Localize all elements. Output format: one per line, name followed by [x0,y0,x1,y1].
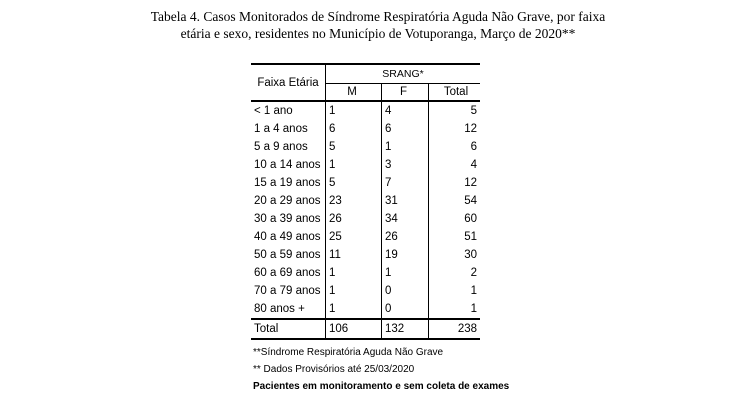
male-cell: 106 [326,319,382,339]
male-cell: 1 [326,282,382,300]
note-2: ** Dados Provisórios até 25/03/2020 [253,364,415,375]
age-cell: 80 anos + [251,300,326,319]
header-age: Faixa Etária [251,64,326,101]
age-cell: 20 a 29 anos [251,192,326,210]
female-cell: 1 [382,138,429,156]
age-cell: 30 a 39 anos [251,210,326,228]
male-cell: 11 [326,246,382,264]
header-total: Total [429,84,481,102]
table-row [251,246,480,264]
table-row [251,264,480,282]
header-m: M [326,84,382,102]
total-cell: 1 [470,285,477,297]
table-notes [253,344,509,395]
table-row [251,156,480,174]
total-cell: 2 [470,267,477,279]
male-cell: 26 [326,210,382,228]
table-row [251,228,480,246]
table-row [251,138,480,156]
female-cell: 6 [382,120,429,138]
male-cell: 25 [326,228,382,246]
male-cell: 5 [326,138,382,156]
age-cell: Total [251,319,326,339]
age-cell: 50 a 59 anos [251,246,326,264]
note-1: **Síndrome Respiratória Aguda Não Grave [253,347,444,358]
table-row [251,210,480,228]
total-cell: 1 [470,303,477,315]
age-cell: 40 a 49 anos [251,228,326,246]
total-cell: 60 [464,213,477,225]
male-cell: 6 [326,120,382,138]
total-cell: 4 [470,159,477,171]
total-cell: 238 [429,319,481,339]
female-cell: 0 [382,300,429,319]
age-cell: 10 a 14 anos [251,156,326,174]
header-group: SRANG* [326,64,481,84]
age-cell: 70 a 79 anos [251,282,326,300]
male-cell: 5 [326,174,382,192]
note-3: Pacientes em monitoramento e sem coleta de exames [253,381,510,392]
total-cell: 30 [464,249,477,261]
male-cell: 1 [326,156,382,174]
caption-line-2: etária e sexo, residentes no Município de Votuporanga, Março de 2020** [180,26,576,41]
male-cell: 1 [326,264,382,282]
header-row-group [251,64,480,84]
male-cell: 23 [326,192,382,210]
table-row [251,300,480,319]
total-cell: 54 [464,195,477,207]
female-cell: 26 [382,228,429,246]
female-cell: 1 [382,264,429,282]
age-cell: 60 a 69 anos [251,264,326,282]
header-f: F [382,84,429,102]
male-cell: 1 [326,300,382,319]
table-row [251,192,480,210]
table-row [251,174,480,192]
female-cell: 0 [382,282,429,300]
table-row [251,120,480,138]
total-cell: 12 [464,177,477,189]
male-cell: 1 [326,101,382,120]
female-cell: 31 [382,192,429,210]
table-caption [0,8,756,42]
caption-line-1: Tabela 4. Casos Monitorados de Síndrome Respiratória Aguda Não Grave, por faixa [150,9,606,24]
female-cell: 3 [382,156,429,174]
female-cell: 34 [382,210,429,228]
age-cell: 15 a 19 anos [251,174,326,192]
age-cell: 1 a 4 anos [251,120,326,138]
table-row [251,101,480,120]
female-cell: 4 [382,101,429,120]
female-cell: 132 [382,319,429,339]
total-row [251,319,480,339]
total-cell: 6 [470,141,477,153]
cases-table [251,63,480,340]
table-row [251,282,480,300]
total-cell: 51 [464,231,477,243]
female-cell: 7 [382,174,429,192]
total-cell: 5 [470,105,477,117]
total-cell: 12 [464,123,477,135]
female-cell: 19 [382,246,429,264]
age-cell: < 1 ano [251,101,326,120]
age-cell: 5 a 9 anos [251,138,326,156]
